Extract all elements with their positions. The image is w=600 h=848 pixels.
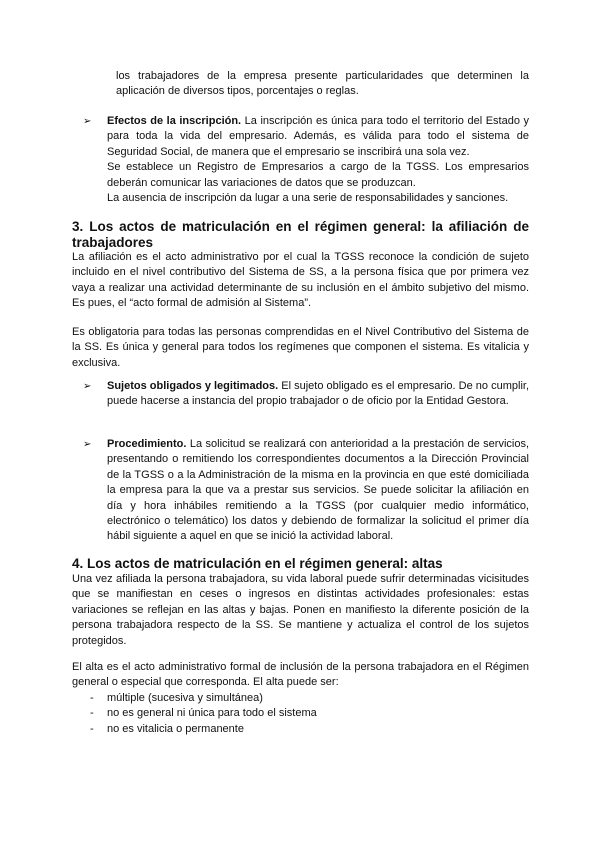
bullet-title: Sujetos obligados y legitimados. bbox=[107, 380, 279, 392]
list-item: - no es general ni única para todo el sistema bbox=[107, 706, 529, 721]
bullet-text-line2: Se establece un Registro de Empresarios a cargo de la TGSS. Los empresarios deberán comunicar las variaciones de datos que se produzcan. bbox=[107, 161, 529, 189]
section-4-heading: 4. Los actos de matriculación en el régimen general: altas bbox=[72, 556, 443, 571]
altas-list bbox=[90, 691, 529, 737]
section-3-paragraph-2: Es obligatoria para todas las personas comprendidas en el Nivel Contributivo del Sistema de la SS. Es única y general para todos los regímenes que componen el sistema. Es vitalicia y exclusiva. bbox=[72, 326, 529, 369]
dash-bullet-icon: - bbox=[90, 722, 94, 735]
section-4-paragraph-1: Una vez afiliada la persona trabajadora, su vida laboral puede sufrir determinadas vicisitudes que se manifiestan en ceses o ingresos en distintas actividades profesionales: estas variaciones se reflejan en las altas y bajas. Ponen en manifiesto la diferente posición de la persona trabajadora respecto de la SS. Se mantiene y actualiza el control de los sujetos protegidos. bbox=[72, 573, 529, 647]
bullet-text: La solicitud se realizará con anterioridad a la prestación de servicios, presentando o remitiendo los correspondientes documentos a la Dirección Provincial de la TGSS o a la Administración de la misma en la provincia en que esté domiciliada la empresa para la que va a prestar sus servicios. Se puede solicitar la afiliación en día y hora inhábiles remitiendo a la TGSS (por cualquier medio informático, electrónico o telemático) los datos y debiendo de formalizar la solicitud el primer día hábil siguiente a aquel en que se inició la actividad laboral. bbox=[107, 438, 529, 543]
bullet-title: Procedimiento. bbox=[107, 438, 187, 450]
arrow-bullet-icon: ➢ bbox=[83, 381, 92, 392]
section-3-paragraph-1: La afiliación es el acto administrativo por el cual la TGSS reconoce la condición de sujeto incluido en el nivel contributivo del Sistema de SS, a la persona física que por primera vez vaya a realizar una actividad determinante de su inclusión en el ámbito subjetivo del mismo. Es pues, el “acto formal de admisión al Sistema”. bbox=[72, 251, 529, 310]
continuation-paragraph: los trabajadores de la empresa presente particularidades que determinen la aplicación de diversos tipos, porcentajes o reglas. bbox=[116, 70, 529, 98]
section-3-heading: 3. Los actos de matriculación en el régimen general: la afiliación de trabajadores bbox=[72, 219, 529, 250]
arrow-bullet-icon: ➢ bbox=[83, 439, 92, 450]
dash-bullet-icon: - bbox=[90, 707, 94, 720]
list-item: - no es vitalicia o permanente bbox=[107, 722, 529, 737]
bullet-procedimiento bbox=[83, 437, 529, 545]
arrow-bullet-icon: ➢ bbox=[83, 116, 92, 127]
bullet-text-line3: La ausencia de inscripción da lugar a una serie de responsabilidades y sanciones. bbox=[107, 192, 509, 205]
bullet-title: Efectos de la inscripción. bbox=[107, 115, 242, 127]
dash-bullet-icon: - bbox=[90, 692, 94, 704]
bullet-efectos bbox=[83, 114, 529, 206]
section-4-paragraph-2: El alta es el acto administrativo formal de inclusión de la persona trabajadora en el Régimen general o especial que corresponda. El alta puede ser: bbox=[72, 661, 529, 689]
list-item: - múltiple (sucesiva y simultánea) bbox=[107, 691, 529, 706]
bullet-text: La inscripción es única para todo el territorio del Estado y para toda la vida del empresario. Además, es válida para todo el sistema de Seguridad Social, de manera que el empresario se inscribirá una sola vez. bbox=[107, 115, 529, 158]
bullet-text: El sujeto obligado es el empresario. De no cumplir, puede hacerse a instancia del propio trabajador o de oficio por la Entidad Gestora. bbox=[107, 380, 530, 408]
bullet-sujetos bbox=[83, 379, 530, 410]
